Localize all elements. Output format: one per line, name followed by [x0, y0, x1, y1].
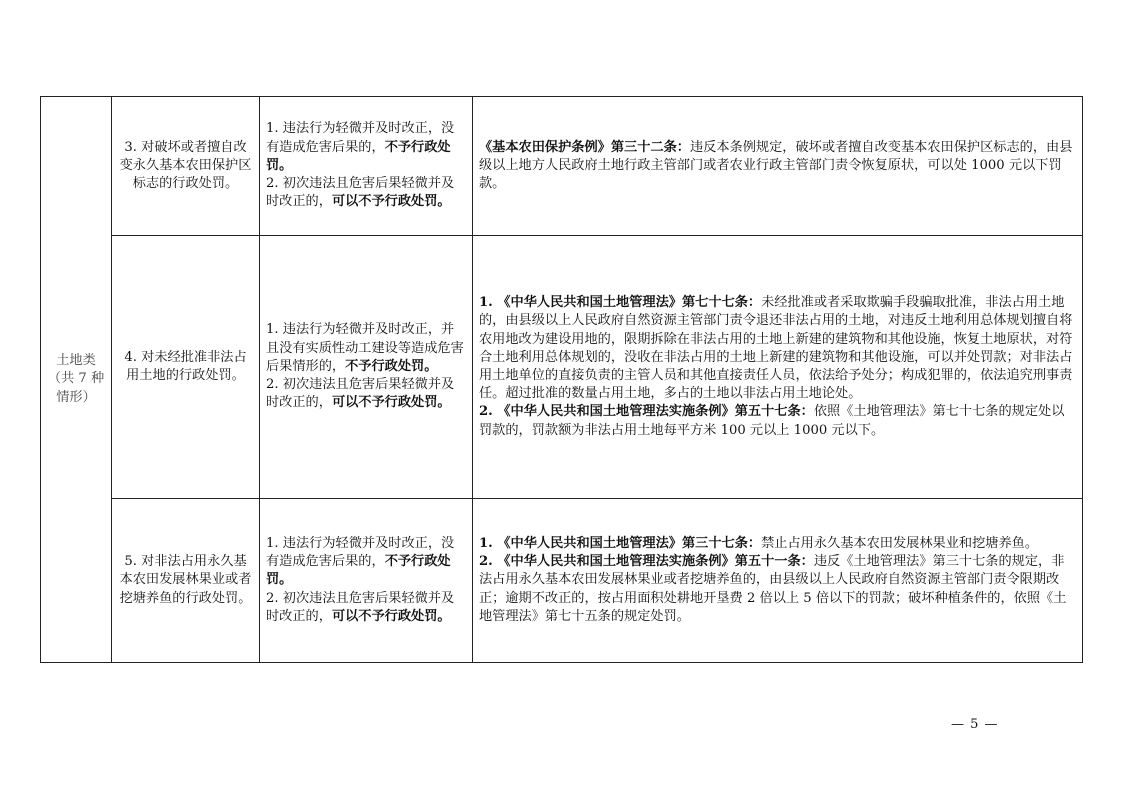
item-cell	[112, 499, 260, 663]
condition-1-text: 1. 违法行为轻微并及时改正，并且没有实质性动工建设等造成危害后果情形的，	[266, 322, 464, 374]
category-cell	[41, 97, 112, 663]
law-cell	[473, 97, 1083, 236]
law-1-citation: 1. 《中华人民共和国土地管理法》第三十七条：	[479, 535, 762, 551]
law-2-citation: 2. 《中华人民共和国土地管理法实施条例》第五十一条：	[479, 554, 814, 570]
condition-2-result: 可以不予行政处罚。	[331, 194, 451, 210]
law-1-citation: 1. 《中华人民共和国土地管理法》第七十七条：	[479, 295, 762, 311]
item-cell	[112, 97, 260, 236]
law-1-citation: 《基本农田保护条例》第三十二条：	[479, 139, 690, 155]
law-cell	[473, 236, 1083, 499]
condition-1-text: 1. 违法行为轻微并及时改正，没有造成危害后果的，	[266, 535, 455, 570]
category-label: 土地类（共 7 种情形）	[47, 353, 105, 405]
law-paragraph-2	[479, 403, 1076, 439]
law-2-text: 依照《土地管理法》第七十七条的规定处以罚款的，罚款额为非法占用土地每平方米 100 元以上 1000 元以下。	[479, 404, 1065, 438]
condition-1-result: 不予行政处罚。	[345, 358, 438, 374]
law-1-text: 违反本条例规定，破坏或者擅自改变基本农田保护区标志的，由县级以上地方人民政府土地行政主管部门或者农业行政主管部门责令恢复原状，可以处 1000 元以下罚款。	[479, 139, 1073, 192]
item-text: 3. 对破坏或者擅自改变永久基本农田保护区标志的行政处罚。	[119, 139, 252, 192]
law-paragraph-1	[479, 294, 1076, 403]
condition-1	[266, 322, 464, 373]
table-row	[41, 97, 1083, 236]
condition-1-result: 不予行政处罚。	[266, 139, 451, 173]
condition-cell	[260, 97, 473, 236]
law-paragraph-1	[479, 139, 1076, 194]
condition-2-text: 2. 初次违法且危害后果轻微并及时改正的，	[266, 377, 455, 411]
law-2-text: 违反《土地管理法》第三十七条的规定，非法占用永久基本农田发展林果业或者挖塘养鱼的，由县级以上人民政府自然资源主管部门责令限期改正；逾期不改正的，按占用面积处耕地开垦费 2 倍以上 5 倍以下的罚款；破坏种植条件的，依照《土地管理法》第七十五条的规定处罚。	[479, 554, 1067, 624]
condition-2-text: 2. 初次违法且危害后果轻微并及时改正的，	[266, 176, 455, 210]
law-cell	[473, 499, 1083, 663]
law-paragraph-2	[479, 553, 1076, 626]
condition-cell	[260, 499, 473, 663]
law-1-text: 禁止占用永久基本农田发展林果业和挖塘养鱼。	[761, 535, 1039, 551]
condition-cell	[260, 236, 473, 499]
condition-2	[266, 591, 454, 624]
item-text: 4. 对未经批准非法占用土地的行政处罚。	[124, 349, 247, 383]
condition-2	[266, 377, 454, 410]
law-2-citation: 2. 《中华人民共和国土地管理法实施条例》第五十七条：	[479, 404, 814, 420]
condition-1-text: 1. 违法行为轻微并及时改正，没有造成危害后果的，	[266, 121, 455, 155]
table-row	[41, 236, 1083, 499]
law-1-text: 未经批准或者采取欺骗手段骗取批准，非法占用土地的，由县级以上人民政府自然资源主管部门责令退还非法占用的土地，对违反土地利用总体规划擅自将农用地改为建设用地的，限期拆除在非法占用的土地上新建的建筑物和其他设施，恢复土地原状，对符合土地利用总体规划的，没收在非法占用的土地上新建的建筑物和其他设施，可以并处罚款；对非法占用土地单位的直接负责的主管人员和其他直接责任人员，依法给予处分；构成犯罪的，依法追究刑事责任。超过批准的数量占用土地，多占的土地以非法占用土地论处。	[479, 295, 1073, 402]
penalty-table	[40, 96, 1083, 663]
item-text: 5. 对非法占用永久基本农田发展林果业或者挖塘养鱼的行政处罚。	[119, 554, 252, 606]
condition-1	[266, 536, 454, 587]
condition-2-result: 可以不予行政处罚。	[331, 608, 451, 624]
condition-1-result: 不予行政处罚。	[266, 554, 451, 588]
condition-2-result: 可以不予行政处罚。	[331, 395, 451, 411]
condition-2-text: 2. 初次违法且危害后果轻微并及时改正的，	[266, 590, 455, 624]
table-row	[41, 499, 1083, 663]
law-paragraph-1	[479, 535, 1076, 553]
condition-1	[266, 121, 454, 172]
page-number: — 5 —	[951, 717, 999, 732]
item-cell	[112, 236, 260, 499]
condition-2	[266, 176, 454, 209]
